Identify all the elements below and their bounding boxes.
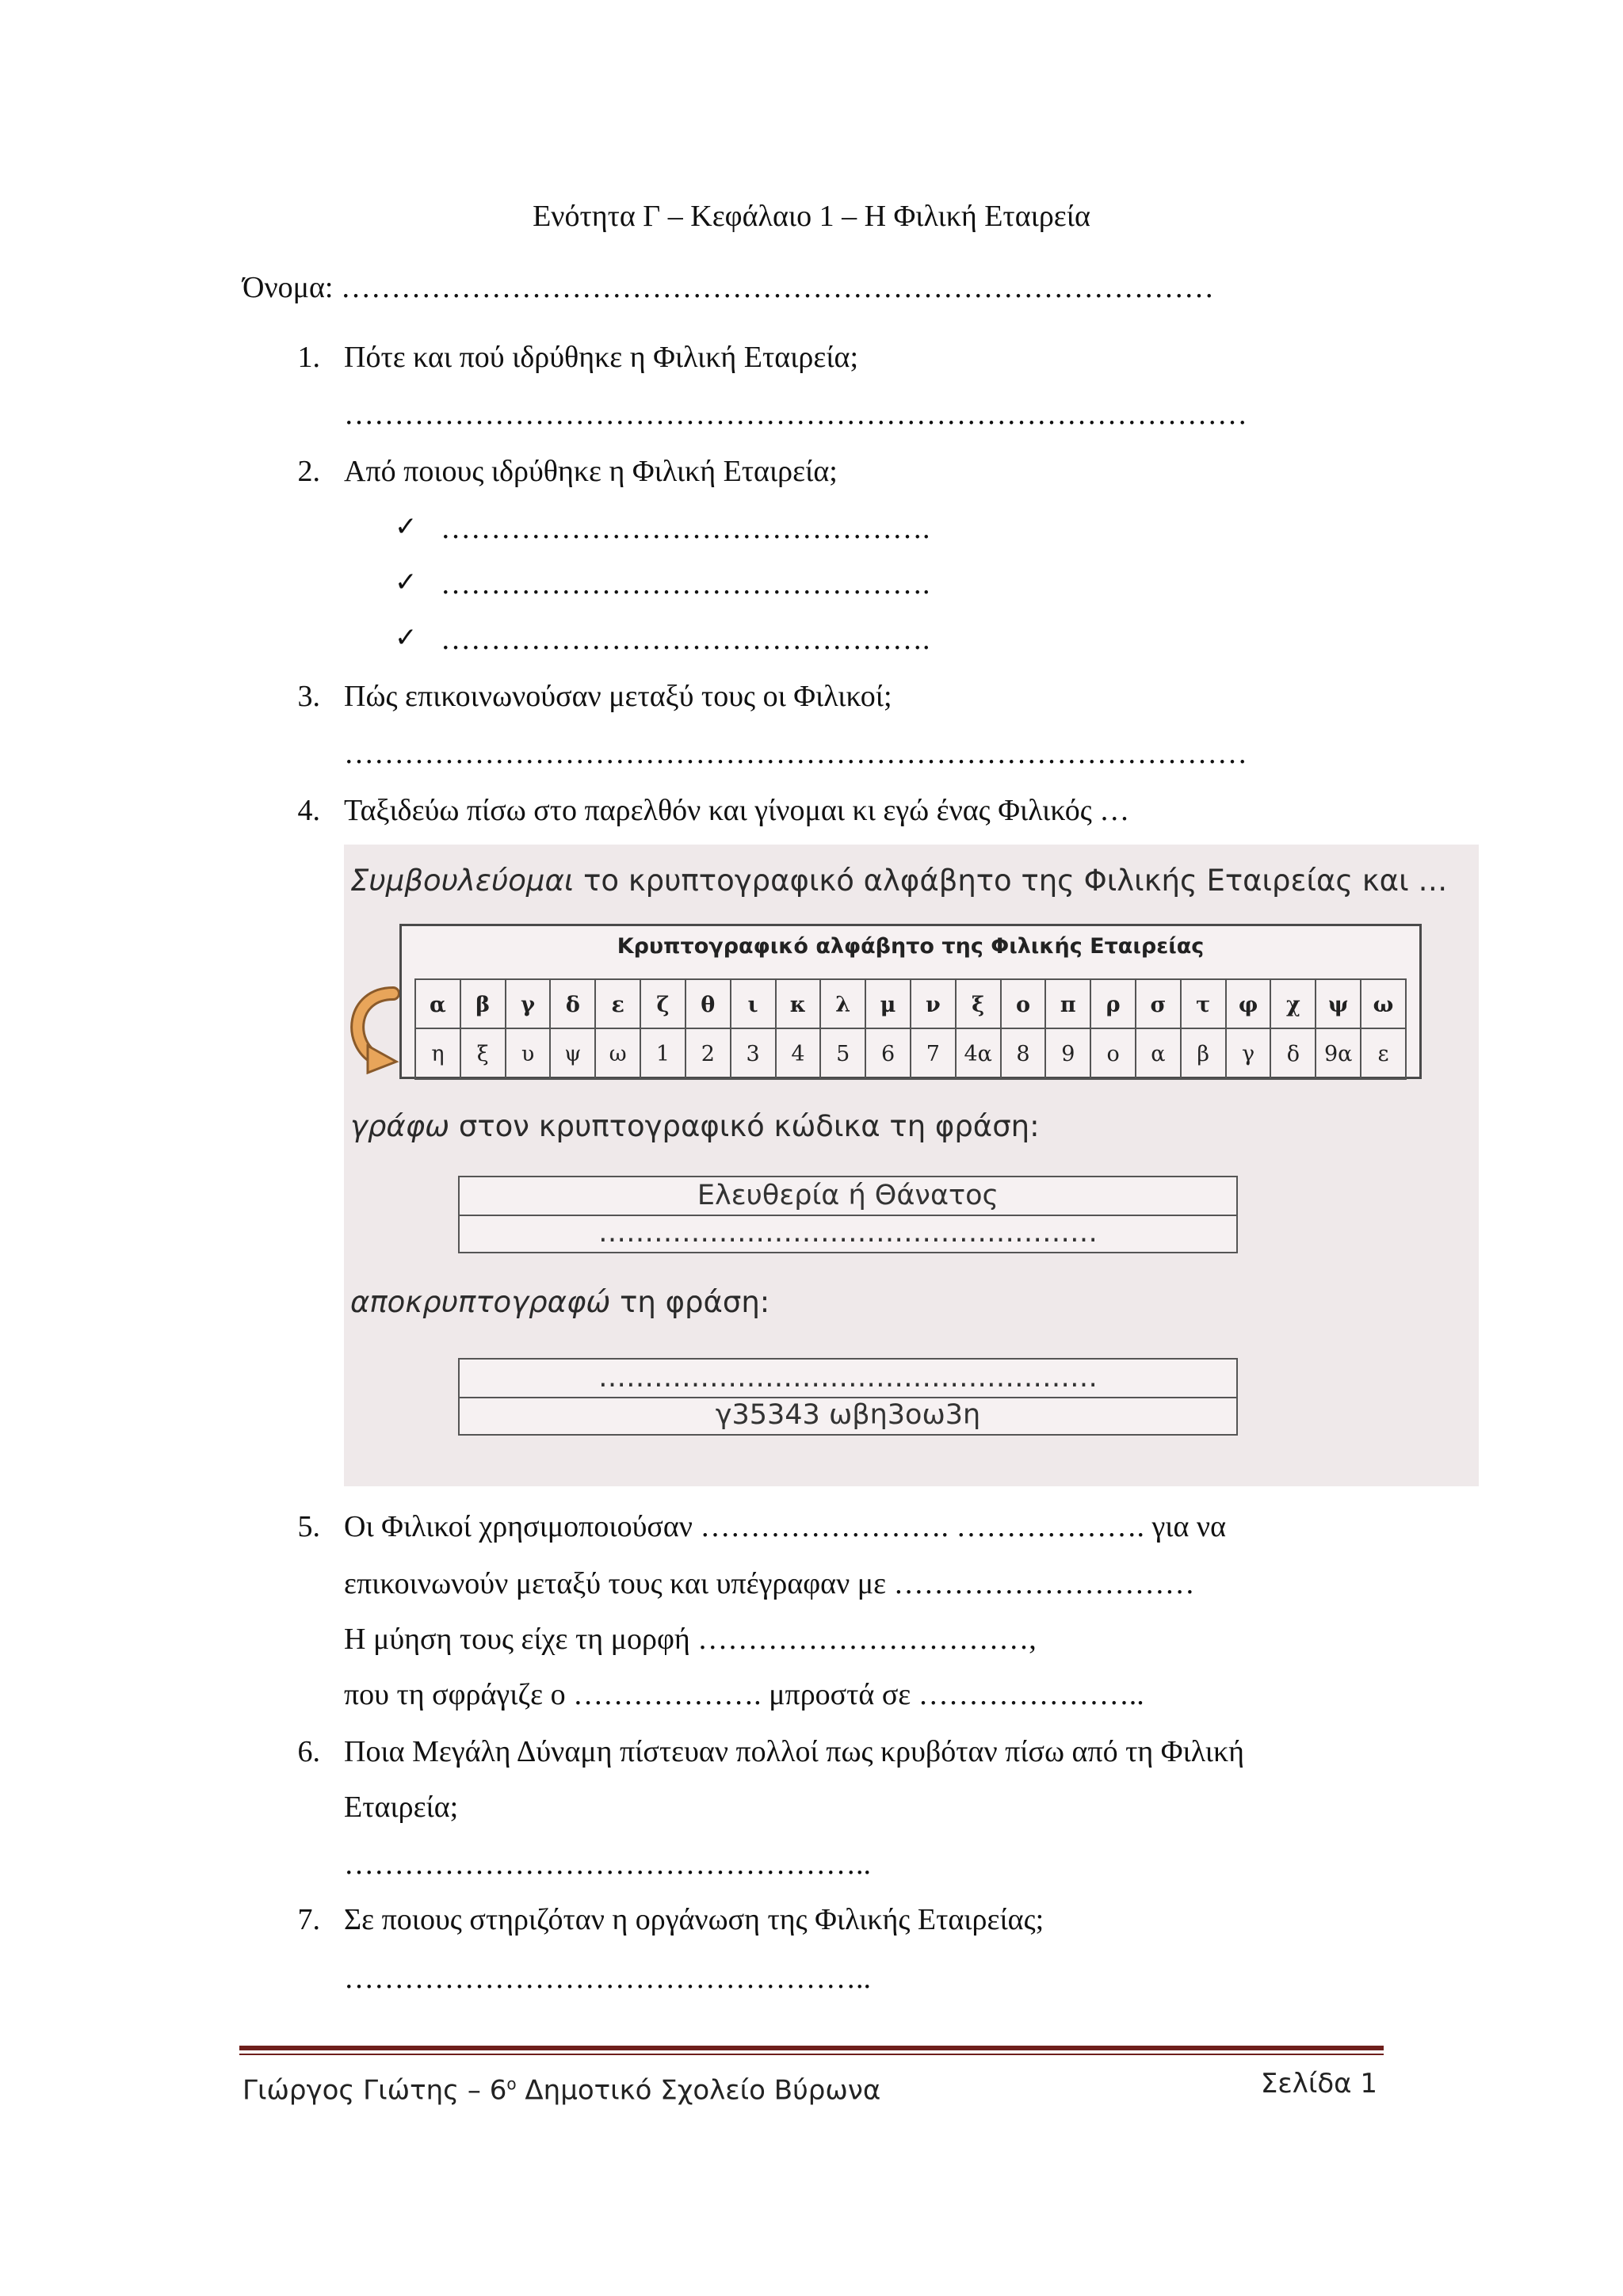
question-2-text: Από ποιους ιδρύθηκε η Φιλική Εταιρεία; (344, 455, 838, 488)
cipher-code-cell: 7 (910, 1029, 955, 1078)
cipher-code-cell: ο (1090, 1029, 1135, 1078)
cipher-letter-cell: ψ (1315, 980, 1360, 1029)
panel-intro-rest: το κρυπτογραφικό αλφάβητο της Φιλικής Εταιρείας και … (574, 864, 1448, 898)
cipher-code-cell: γ (1225, 1029, 1270, 1078)
question-5-line-2[interactable]: επικοινωνούν μεταξύ τους και υπέγραφαν με ………………………… (344, 1567, 1195, 1600)
footer-page-number: Σελίδα 1 (1260, 2068, 1377, 2100)
question-7-text: Σε ποιους στηριζόταν η οργάνωση της Φιλικής Εταιρείας; (344, 1903, 1044, 1936)
cipher-letter-cell: θ (685, 980, 730, 1029)
cipher-code-cell: 6 (865, 1029, 910, 1078)
cipher-letter-cell: κ (775, 980, 820, 1029)
footer-author-sup: ο (506, 2074, 517, 2093)
panel-write-italic: γράφω (350, 1109, 450, 1143)
cipher-code-cell: 4α (955, 1029, 1000, 1078)
cipher-letter-cell: τ (1180, 980, 1225, 1029)
footer-rule-thin (239, 2054, 1384, 2055)
encode-box (458, 1176, 1238, 1253)
cipher-code-cell: 3 (730, 1029, 775, 1078)
panel-write-rest: στον κρυπτογραφικό κώδικα τη φράση: (449, 1109, 1040, 1143)
cipher-letter-cell: ρ (1090, 980, 1135, 1029)
footer-rule (239, 2046, 1384, 2050)
cipher-code-cell: υ (505, 1029, 550, 1078)
question-5-line-4[interactable]: που τη σφράγιζε ο ………………. μπροστά σε ………………….. (344, 1678, 1144, 1711)
cipher-code-cell: 9α (1315, 1029, 1360, 1078)
cipher-table-title: Κρυπτογραφικό αλφάβητο της Φιλικής Εταιρείας (617, 934, 1205, 959)
cipher-code-cell: 9 (1044, 1029, 1090, 1078)
question-6-text-line-1: Ποια Μεγάλη Δύναμη πίστευαν πολλοί πως κρυβόταν πίσω από τη Φιλική (344, 1735, 1244, 1768)
question-2-number: 2. (297, 455, 320, 488)
cipher-letters-row (414, 978, 1407, 1029)
cipher-code-cell: ξ (460, 1029, 505, 1078)
cipher-code-cell: ω (594, 1029, 640, 1078)
cipher-code-cell: ψ (549, 1029, 594, 1078)
question-2-answer-line-3[interactable]: …………………………………………. (441, 623, 930, 656)
cipher-letter-cell: ω (1360, 980, 1407, 1029)
curved-arrow-icon (344, 979, 403, 1074)
cipher-code-cell: 1 (640, 1029, 685, 1078)
cipher-code-cell: δ (1270, 1029, 1315, 1078)
decode-answer-line[interactable]: ……………………………………………… (460, 1360, 1236, 1398)
cipher-letter-cell: ξ (955, 980, 1000, 1029)
cipher-code-cell: β (1180, 1029, 1225, 1078)
cipher-letter-cell: ν (910, 980, 955, 1029)
question-2-answer-line-2[interactable]: …………………………………………. (441, 567, 930, 601)
question-5-number: 5. (297, 1510, 320, 1543)
cipher-code-cell: 5 (819, 1029, 865, 1078)
cipher-letter-cell: χ (1270, 980, 1315, 1029)
question-5-line-3[interactable]: Η μύηση τους είχε τη μορφή ……………………………, (344, 1623, 1037, 1656)
question-3-text: Πώς επικοινωνούσαν μεταξύ τους οι Φιλικοί; (344, 680, 892, 713)
question-3-number: 3. (297, 680, 320, 713)
checkmark-icon: ✓ (395, 566, 418, 598)
question-1-text: Πότε και πού ιδρύθηκε η Φιλική Εταιρεία; (344, 341, 859, 374)
cipher-code-cell: 4 (775, 1029, 820, 1078)
decode-code: γ35343 ωβη3οω3η (715, 1399, 981, 1431)
question-3-answer-line[interactable]: ……………………………………………………………………………… (344, 737, 1247, 770)
cipher-letter-cell: α (414, 980, 460, 1029)
question-2-answer-line-1[interactable]: …………………………………………. (441, 512, 930, 545)
cipher-panel (344, 845, 1479, 1486)
panel-intro (350, 864, 1447, 898)
cipher-letter-cell: δ (549, 980, 594, 1029)
panel-decode-instruction (350, 1285, 769, 1319)
checkmark-icon: ✓ (395, 622, 418, 654)
cipher-code-cell: α (1135, 1029, 1180, 1078)
cipher-letter-cell: γ (505, 980, 550, 1029)
panel-decode-rest: τη φράση: (610, 1285, 770, 1319)
cipher-letter-cell: ο (1000, 980, 1045, 1029)
question-4-text: Ταξιδεύω πίσω στο παρελθόν και γίνομαι κι εγώ ένας Φιλικός … (344, 794, 1130, 827)
question-7-number: 7. (297, 1903, 320, 1936)
cipher-letter-cell: ζ (640, 980, 685, 1029)
footer-author (242, 2066, 880, 2107)
cipher-code-cell: 8 (1000, 1029, 1045, 1078)
panel-write-instruction (350, 1109, 1040, 1143)
cipher-code-cell: ε (1360, 1029, 1407, 1078)
question-5-line-1[interactable]: Οι Φιλικοί χρησιμοποιούσαν ……………………. ………………. για να (344, 1510, 1226, 1543)
footer-author-name: Γιώργος Γιώτης – 6 (242, 2074, 507, 2107)
question-6-text-line-2: Εταιρεία; (344, 1791, 459, 1824)
question-4-number: 4. (297, 794, 320, 827)
cipher-code-cell: 2 (685, 1029, 730, 1078)
decode-box (458, 1358, 1238, 1436)
cipher-alphabet-table (399, 924, 1422, 1079)
cipher-code-cell: η (414, 1029, 460, 1078)
footer-author-school: Δημοτικό Σχολείο Βύρωνα (516, 2074, 881, 2107)
question-1-number: 1. (297, 341, 320, 374)
question-6-answer-line[interactable]: …………………………………………….. (344, 1848, 871, 1881)
cipher-letter-cell: ι (730, 980, 775, 1029)
question-1-answer-line[interactable]: ……………………………………………………………………………… (344, 398, 1247, 431)
cipher-letter-cell: σ (1135, 980, 1180, 1029)
panel-intro-italic: Συμβουλεύομαι (350, 864, 575, 898)
question-6-number: 6. (297, 1735, 320, 1768)
panel-decode-italic: αποκρυπτογραφώ (350, 1285, 611, 1319)
page-title: Ενότητα Γ – Κεφάλαιο 1 – Η Φιλική Εταιρεία (533, 200, 1090, 233)
cipher-letter-cell: φ (1225, 980, 1270, 1029)
cipher-letter-cell: π (1044, 980, 1090, 1029)
encode-answer-line[interactable]: ……………………………………………… (598, 1217, 1098, 1249)
cipher-letter-cell: μ (865, 980, 910, 1029)
cipher-letter-cell: λ (819, 980, 865, 1029)
question-7-answer-line[interactable]: …………………………………………….. (344, 1962, 871, 1995)
cipher-letter-cell: β (460, 980, 505, 1029)
cipher-codes-row (414, 1028, 1407, 1080)
name-line[interactable]: Όνομα: …………………………………………………………………………… (242, 271, 1214, 304)
checkmark-icon: ✓ (395, 511, 418, 543)
cipher-letter-cell: ε (594, 980, 640, 1029)
encode-phrase: Ελευθερία ή Θάνατος (460, 1177, 1236, 1216)
